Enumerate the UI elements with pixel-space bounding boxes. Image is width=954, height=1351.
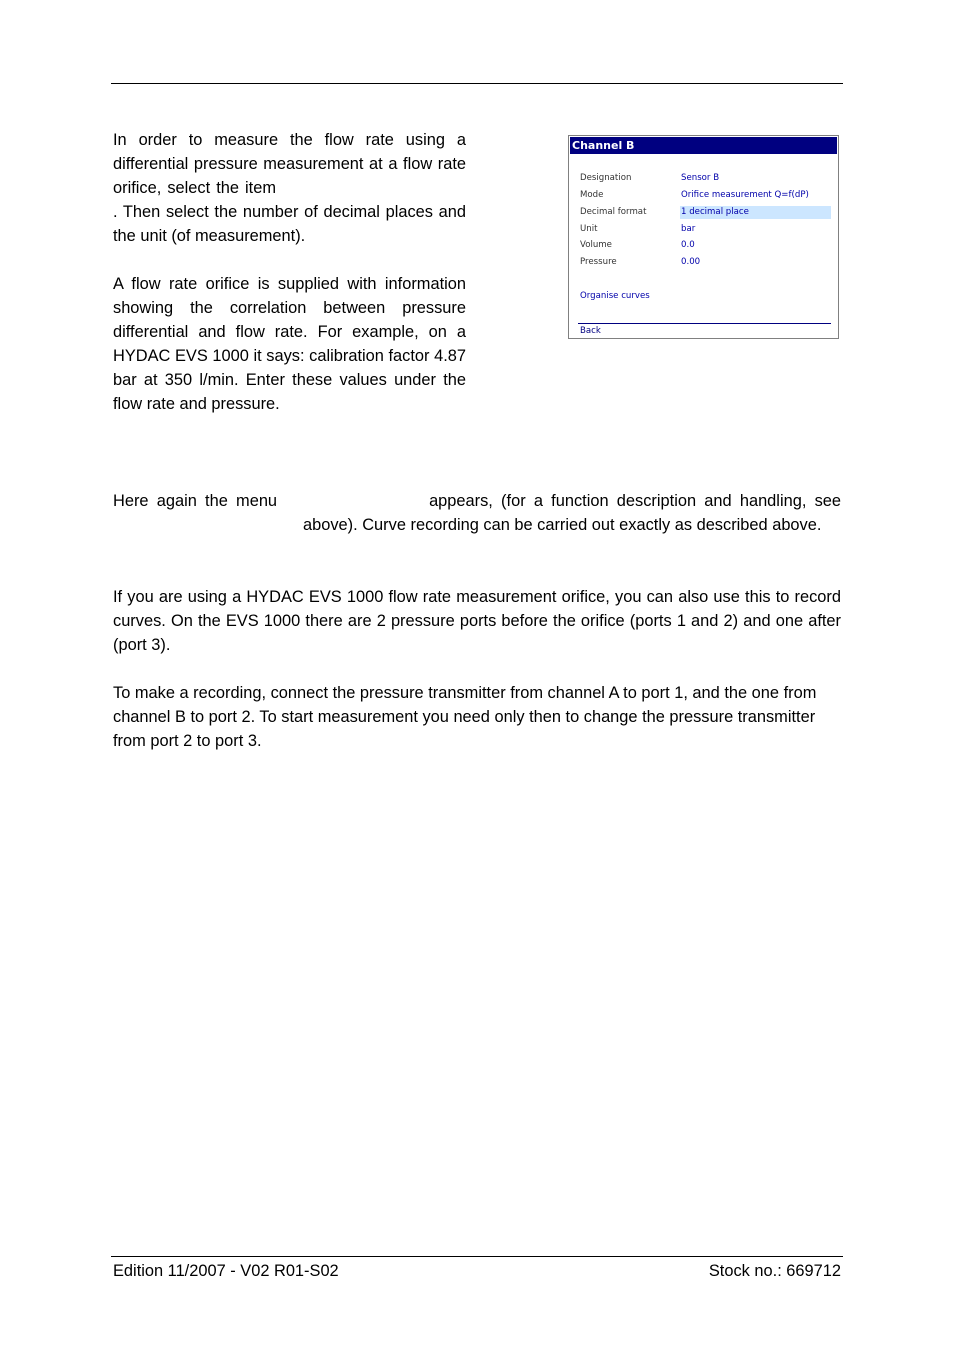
row-value: Orifice measurement Q=f(dP) xyxy=(681,190,809,200)
intro-paragraph-1 xyxy=(113,128,466,248)
dialog-title: Channel B xyxy=(570,137,837,154)
body-paragraph-3 xyxy=(113,489,841,537)
row-label: Designation xyxy=(580,173,632,183)
dialog-row-volume[interactable] xyxy=(580,239,832,252)
intro-text-a: In order to measure the flow rate using a differential pressure measurement at a flow rate orifice, select the item xyxy=(113,131,466,197)
p3-text-c: above). Curve recording can be carried out exactly as described above. xyxy=(303,516,822,534)
row-value: bar xyxy=(681,224,696,234)
footer-edition: Edition 11/2007 - V02 R01-S02 xyxy=(113,1262,339,1280)
dialog-row-pressure[interactable] xyxy=(580,256,832,269)
p3-text-a: Here again the menu xyxy=(113,492,278,510)
row-value: Sensor B xyxy=(681,173,720,183)
footer-stock-number: Stock no.: 669712 xyxy=(708,1262,841,1280)
channel-b-dialog xyxy=(568,135,839,339)
organise-curves-link[interactable]: Organise curves xyxy=(580,291,650,301)
header-rule xyxy=(111,83,843,84)
row-label: Volume xyxy=(580,240,612,250)
dialog-row-decimal-format[interactable] xyxy=(580,206,832,219)
dialog-row-unit[interactable] xyxy=(580,223,832,236)
dialog-separator xyxy=(578,323,831,324)
row-value: 1 decimal place xyxy=(680,206,831,219)
back-button[interactable]: Back xyxy=(580,326,601,336)
row-label: Mode xyxy=(580,190,604,200)
body-paragraph-5: To make a recording, connect the pressure transmitter from channel A to port 1, and the one from channel B to port 2. To start measurement you need only then to change the pressure transmitter from port 2 to port 3. xyxy=(113,684,817,750)
p3-text-b: appears, (for a function description and handling, see xyxy=(429,492,842,510)
row-label: Decimal format xyxy=(580,207,647,217)
dialog-row-mode[interactable] xyxy=(580,189,832,202)
row-label: Unit xyxy=(580,224,598,234)
intro-paragraph-2: A flow rate orifice is supplied with information showing the correlation between pressure differential and flow rate. For example, on a HYDAC EVS 1000 it says: calibration factor 4.87 bar at 350 l/min. Enter these values under the flow rate and pressure. xyxy=(113,275,466,413)
row-label: Pressure xyxy=(580,257,617,267)
footer-rule xyxy=(111,1256,843,1257)
dialog-row-designation[interactable] xyxy=(580,172,832,185)
intro-text-b: . Then select the number of decimal places and the unit (of measurement). xyxy=(113,203,466,245)
row-value: 0.0 xyxy=(681,240,695,250)
row-value: 0.00 xyxy=(681,257,701,267)
body-paragraph-4: If you are using a HYDAC EVS 1000 flow rate measurement orifice, you can also use this to record curves. On the EVS 1000 there are 2 pressure ports before the orifice (ports 1 and 2) and one after (port 3). xyxy=(113,588,841,654)
